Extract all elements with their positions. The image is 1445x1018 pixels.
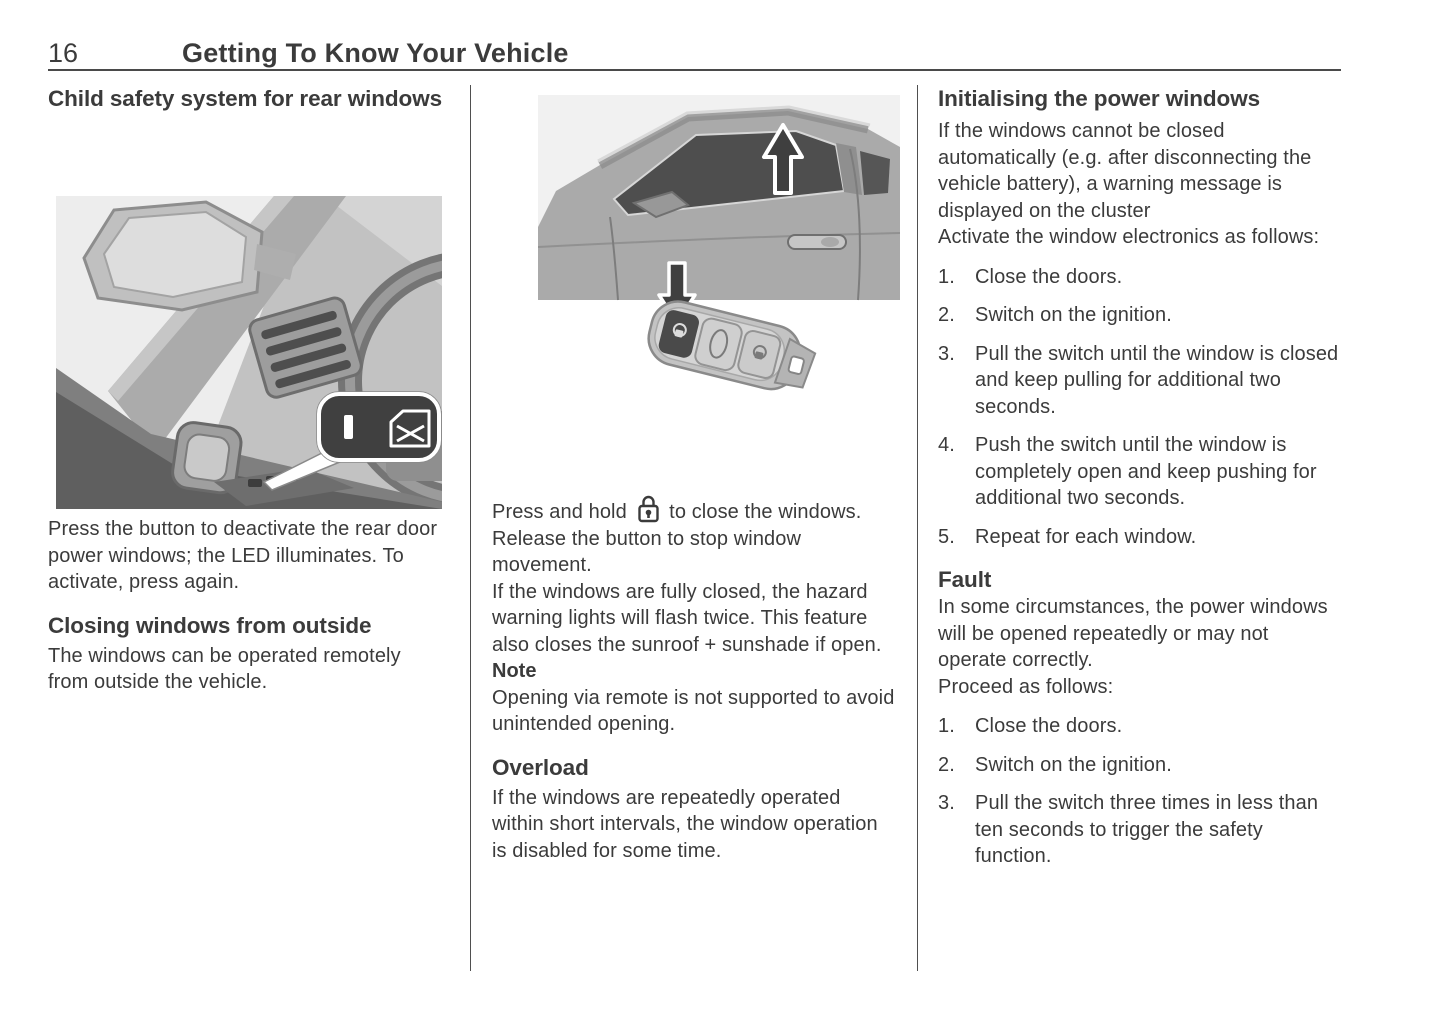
overload-text: If the windows are repeatedly operated within short intervals, the window operation is disabled for some time.	[492, 786, 878, 862]
press-hold-text-after: to close the windows. Release the button to stop window movement.	[492, 501, 862, 576]
key-fob	[643, 296, 820, 395]
hazard-flash-text: If the windows are fully closed, the hazard warning lights will flash twice. This feature also closes the sunroof + sunshade if open.	[492, 580, 882, 656]
closing-outside-text: The windows can be operated remotely from outside the vehicle.	[48, 644, 401, 693]
step-item: Pull the switch three times in less than ten seconds to trigger the safety function.	[975, 792, 1319, 867]
section-heading-overload: Overload	[492, 754, 589, 780]
fault-text2: Proceed as follows:	[938, 675, 1114, 698]
child-safety-text: Press the button to deactivate the rear door power windows; the LED illuminates. To activate, press again.	[48, 518, 438, 593]
initialising-intro: If the windows cannot be closed automatically (e.g. after disconnecting the vehicle battery), a warning message is displayed on the cluster	[938, 120, 1312, 222]
door-interior-svg	[56, 196, 442, 509]
step-item: Close the doors.	[975, 715, 1123, 737]
step-item: Switch on the ignition.	[975, 304, 1172, 326]
header-rule	[48, 69, 1341, 71]
press-hold-text-before: Press and hold	[492, 501, 627, 523]
column-initialising	[938, 85, 1342, 870]
note-label: Note	[492, 660, 537, 682]
section-heading-closing-outside: Closing windows from outside	[48, 612, 372, 638]
column-child-safety	[48, 85, 446, 696]
step-item: Pull the switch until the window is closed and keep pulling for additional two seconds.	[975, 342, 1339, 418]
door-interior-illustration	[56, 196, 442, 509]
fault-text: In some circumstances, the power windows will be opened repeatedly or may not operate correctly.	[938, 596, 1328, 671]
window-closing-illustration	[538, 95, 900, 395]
initialising-steps	[938, 264, 1342, 551]
window-closing-svg	[538, 95, 900, 395]
initialising-intro2: Activate the window electronics as follows:	[938, 226, 1320, 248]
section-heading-child-safety: Child safety system for rear windows	[48, 86, 443, 111]
padlock-icon	[635, 493, 662, 525]
section-heading-initialising: Initialising the power windows	[938, 86, 1261, 111]
led-indicator	[344, 415, 353, 439]
column-divider-left	[470, 85, 471, 971]
column-remote-closing	[492, 85, 896, 864]
page-title: Getting To Know Your Vehicle	[182, 38, 569, 68]
column-divider-right	[917, 85, 918, 971]
step-item: Close the doors.	[975, 265, 1123, 288]
fault-steps	[938, 713, 1342, 870]
press-hold-paragraph	[492, 493, 896, 579]
step-item: Push the switch until the window is completely open and keep pushing for additional two seconds.	[975, 434, 1317, 509]
note-text: Opening via remote is not supported to avoid unintended opening.	[492, 686, 895, 735]
section-heading-fault: Fault	[938, 567, 992, 592]
page-number: 16	[48, 38, 79, 68]
step-item: Repeat for each window.	[975, 525, 1197, 548]
step-item: Switch on the ignition.	[975, 753, 1172, 776]
